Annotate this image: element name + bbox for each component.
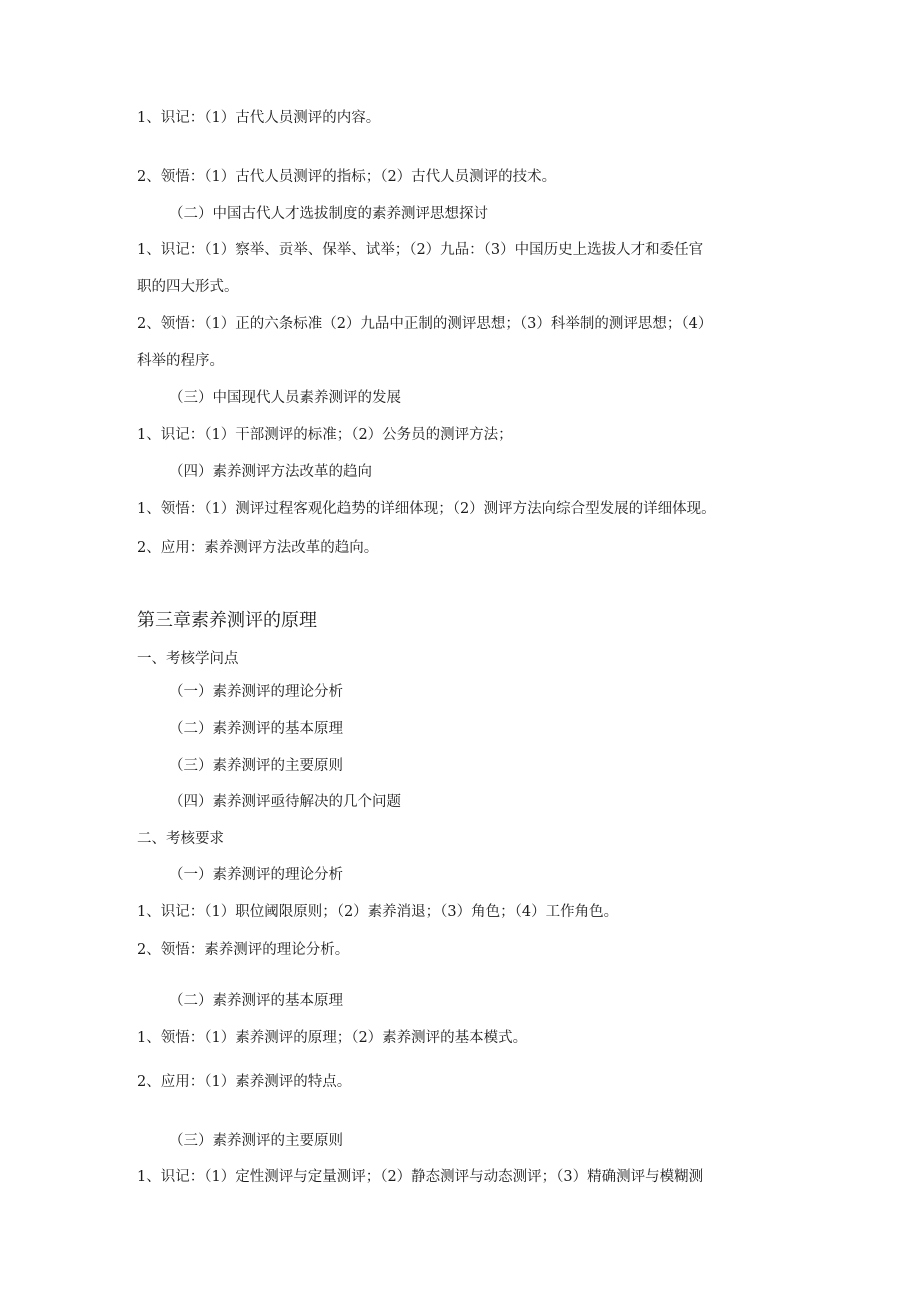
text-line: 1、识记：（1）职位阈限原则；（2）素养消退；（3）角色；（4）工作角色。 <box>137 904 619 920</box>
list-item: （二）素养测评的基本原理 <box>169 721 343 737</box>
text-line: 2、领悟：素养测评的理论分析。 <box>137 942 350 958</box>
section-heading: （三）素养测评的主要原则 <box>169 1133 343 1149</box>
text-line: 1、识记：（1）定性测评与定量测评；（2）静态测评与动态测评；（3）精确测评与模糊测 <box>137 1169 704 1185</box>
section-heading: （一）素养测评的理论分析 <box>169 867 343 883</box>
text-line: 2、应用：（1）素养测评的特点。 <box>137 1074 352 1090</box>
text-line: 1、领悟：（1）测评过程客观化趋势的详细体现；（2）测评方法向综合型发展的详细体现。 <box>137 501 716 517</box>
text-line: 2、领悟：（1）古代人员测评的指标；（2）古代人员测评的技术。 <box>137 169 557 185</box>
section-heading: 一、考核学问点 <box>137 651 239 667</box>
section-heading: （二）中国古代人才选拔制度的素养测评思想探讨 <box>169 206 488 222</box>
text-line: 1、领悟：（1）素养测评的原理；（2）素养测评的基本模式。 <box>137 1030 528 1046</box>
text-line: 1、识记：（1）古代人员测评的内容。 <box>137 110 381 126</box>
list-item: （三）素养测评的主要原则 <box>169 758 343 774</box>
text-line: 科举的程序。 <box>137 353 224 369</box>
section-heading: （二）素养测评的基本原理 <box>169 993 343 1009</box>
section-heading: （四）素养测评方法改革的趋向 <box>169 464 372 480</box>
section-heading: 二、考核要求 <box>137 831 224 847</box>
list-item: （四）素养测评亟待解决的几个问题 <box>169 794 401 810</box>
text-line: 职的四大形式。 <box>137 279 239 295</box>
text-line: 2、领悟：（1）正的六条标准（2）九品中正制的测评思想；（3）科举制的测评思想；（4） <box>137 316 713 332</box>
text-line: 1、识记：（1）干部测评的标准；（2）公务员的测评方法； <box>137 427 513 443</box>
text-line: 2、应用：素养测评方法改革的趋向。 <box>137 540 379 556</box>
chapter-title: 第三章素养测评的原理 <box>137 610 317 631</box>
list-item: （一）素养测评的理论分析 <box>169 684 343 700</box>
section-heading: （三）中国现代人员素养测评的发展 <box>169 390 401 406</box>
text-line: 1、识记：（1）察举、贡举、保举、试举；（2）九品：（3）中国历史上选拔人才和委任官 <box>137 242 704 258</box>
